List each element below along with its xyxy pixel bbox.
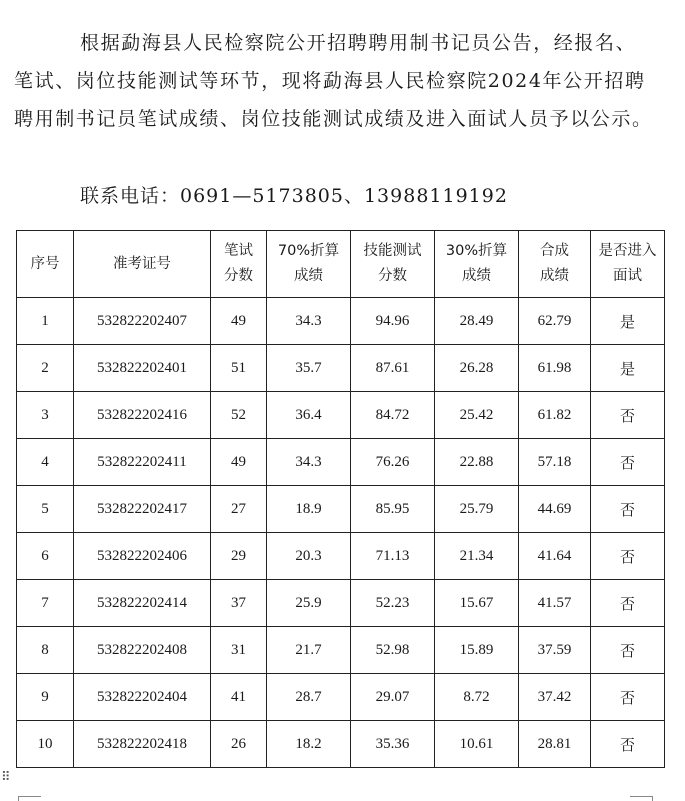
header-col-exam-id — [74, 231, 211, 298]
cell-col-seq: 7 — [17, 580, 74, 627]
cell-col-written-score: 41 — [211, 674, 267, 721]
table-row — [17, 533, 665, 580]
cell-col-interview: 是 — [591, 298, 665, 345]
cell-col-seq: 10 — [17, 721, 74, 768]
header-col-interview — [591, 231, 665, 298]
cell-col-interview: 否 — [591, 392, 665, 439]
cell-col-interview: 否 — [591, 627, 665, 674]
table-row — [17, 392, 665, 439]
cell-col-skill-score: 71.13 — [351, 533, 435, 580]
table-row — [17, 721, 665, 768]
cell-col-total: 62.79 — [519, 298, 591, 345]
header-label: 70%折算 — [277, 243, 340, 259]
header-label: 准考证号 — [113, 255, 171, 272]
cell-col-exam-id: 532822202418 — [74, 721, 211, 768]
cell-col-written-70: 20.3 — [267, 533, 351, 580]
header-label: 成绩 — [294, 268, 323, 284]
cell-col-total: 41.57 — [519, 580, 591, 627]
cell-col-skill-score: 52.98 — [351, 627, 435, 674]
cell-col-interview: 否 — [591, 439, 665, 486]
page-corner-mark — [18, 796, 41, 801]
cell-col-exam-id: 532822202404 — [74, 674, 211, 721]
cell-col-written-score: 49 — [211, 439, 267, 486]
cell-col-total: 44.69 — [519, 486, 591, 533]
cell-col-skill-30: 10.61 — [435, 721, 519, 768]
table-row — [17, 674, 665, 721]
cell-col-skill-score: 52.23 — [351, 580, 435, 627]
header-label: 成绩 — [540, 268, 569, 284]
cell-col-skill-30: 25.42 — [435, 392, 519, 439]
cell-col-total: 37.42 — [519, 674, 591, 721]
cell-col-total: 57.18 — [519, 439, 591, 486]
cell-col-skill-30: 25.79 — [435, 486, 519, 533]
cell-col-skill-score: 85.95 — [351, 486, 435, 533]
cell-col-skill-score: 35.36 — [351, 721, 435, 768]
intro-paragraph: 根据勐海县人民检察院公开招聘聘用制书记员公告，经报名、笔试、岗位技能测试等环节，现将勐海县人民检察院2024年公开招聘聘用制书记员笔试成绩、岗位技能测试成绩及进入面试人员予以公示。 — [14, 32, 653, 130]
table-row — [17, 486, 665, 533]
cell-col-skill-30: 8.72 — [435, 674, 519, 721]
header-col-total — [519, 231, 591, 298]
cell-col-seq: 4 — [17, 439, 74, 486]
cell-col-exam-id: 532822202408 — [74, 627, 211, 674]
cell-col-exam-id: 532822202416 — [74, 392, 211, 439]
header-col-written-score — [211, 231, 267, 298]
score-table — [16, 230, 665, 768]
cell-col-seq: 8 — [17, 627, 74, 674]
cell-col-written-70: 18.9 — [267, 486, 351, 533]
cell-col-written-score: 27 — [211, 486, 267, 533]
cell-col-exam-id: 532822202414 — [74, 580, 211, 627]
table-row — [17, 439, 665, 486]
cell-col-skill-score: 76.26 — [351, 439, 435, 486]
cell-col-skill-score: 94.96 — [351, 298, 435, 345]
header-col-written-70 — [267, 231, 351, 298]
cell-col-exam-id: 532822202411 — [74, 439, 211, 486]
cell-col-exam-id: 532822202407 — [74, 298, 211, 345]
cell-col-exam-id: 532822202417 — [74, 486, 211, 533]
cell-col-written-score: 52 — [211, 392, 267, 439]
cell-col-skill-score: 87.61 — [351, 345, 435, 392]
cell-col-written-score: 51 — [211, 345, 267, 392]
cell-col-interview: 是 — [591, 345, 665, 392]
cell-col-interview: 否 — [591, 486, 665, 533]
cell-col-interview: 否 — [591, 580, 665, 627]
header-label: 面试 — [613, 268, 642, 284]
contact-phone: 联系电话：0691—5173805、13988119192 — [80, 185, 508, 207]
cell-col-skill-score: 84.72 — [351, 392, 435, 439]
table-row — [17, 580, 665, 627]
header-label: 成绩 — [462, 268, 491, 284]
table-row — [17, 298, 665, 345]
cell-col-skill-30: 15.67 — [435, 580, 519, 627]
header-label: 分数 — [224, 268, 253, 284]
cell-col-written-70: 18.2 — [267, 721, 351, 768]
table-body — [17, 298, 665, 768]
cell-col-skill-score: 29.07 — [351, 674, 435, 721]
cell-col-written-70: 36.4 — [267, 392, 351, 439]
cell-col-exam-id: 532822202406 — [74, 533, 211, 580]
cell-col-seq: 1 — [17, 298, 74, 345]
cell-col-skill-30: 28.49 — [435, 298, 519, 345]
cell-col-seq: 2 — [17, 345, 74, 392]
cell-col-written-70: 28.7 — [267, 674, 351, 721]
table-header-row — [17, 231, 665, 298]
header-col-seq — [17, 231, 74, 298]
cell-col-written-score: 49 — [211, 298, 267, 345]
cell-col-seq: 6 — [17, 533, 74, 580]
table-row — [17, 345, 665, 392]
cell-col-total: 28.81 — [519, 721, 591, 768]
header-label: 分数 — [378, 268, 407, 284]
header-label: 笔试 — [224, 243, 253, 259]
header-label: 序号 — [30, 255, 60, 272]
cell-col-written-70: 34.3 — [267, 298, 351, 345]
cell-col-written-score: 29 — [211, 533, 267, 580]
header-label: 30%折算 — [445, 243, 508, 259]
cell-col-skill-30: 15.89 — [435, 627, 519, 674]
header-label: 技能测试 — [363, 243, 422, 259]
header-col-skill-30 — [435, 231, 519, 298]
cell-col-written-70: 35.7 — [267, 345, 351, 392]
drag-handle-icon[interactable]: ⠿ — [1, 770, 10, 785]
cell-col-written-70: 21.7 — [267, 627, 351, 674]
cell-col-seq: 5 — [17, 486, 74, 533]
cell-col-seq: 3 — [17, 392, 74, 439]
cell-col-total: 61.82 — [519, 392, 591, 439]
cell-col-total: 41.64 — [519, 533, 591, 580]
cell-col-written-70: 25.9 — [267, 580, 351, 627]
cell-col-seq: 9 — [17, 674, 74, 721]
cell-col-written-score: 26 — [211, 721, 267, 768]
cell-col-skill-30: 26.28 — [435, 345, 519, 392]
cell-col-interview: 否 — [591, 721, 665, 768]
cell-col-total: 61.98 — [519, 345, 591, 392]
page-corner-mark — [630, 796, 653, 801]
cell-col-skill-30: 21.34 — [435, 533, 519, 580]
cell-col-interview: 否 — [591, 533, 665, 580]
table-row — [17, 627, 665, 674]
header-label: 是否进入 — [598, 243, 657, 259]
cell-col-written-score: 31 — [211, 627, 267, 674]
cell-col-written-70: 34.3 — [267, 439, 351, 486]
header-label: 合成 — [540, 243, 569, 259]
cell-col-total: 37.59 — [519, 627, 591, 674]
cell-col-written-score: 37 — [211, 580, 267, 627]
cell-col-skill-30: 22.88 — [435, 439, 519, 486]
cell-col-interview: 否 — [591, 674, 665, 721]
cell-col-exam-id: 532822202401 — [74, 345, 211, 392]
header-col-skill-score — [351, 231, 435, 298]
